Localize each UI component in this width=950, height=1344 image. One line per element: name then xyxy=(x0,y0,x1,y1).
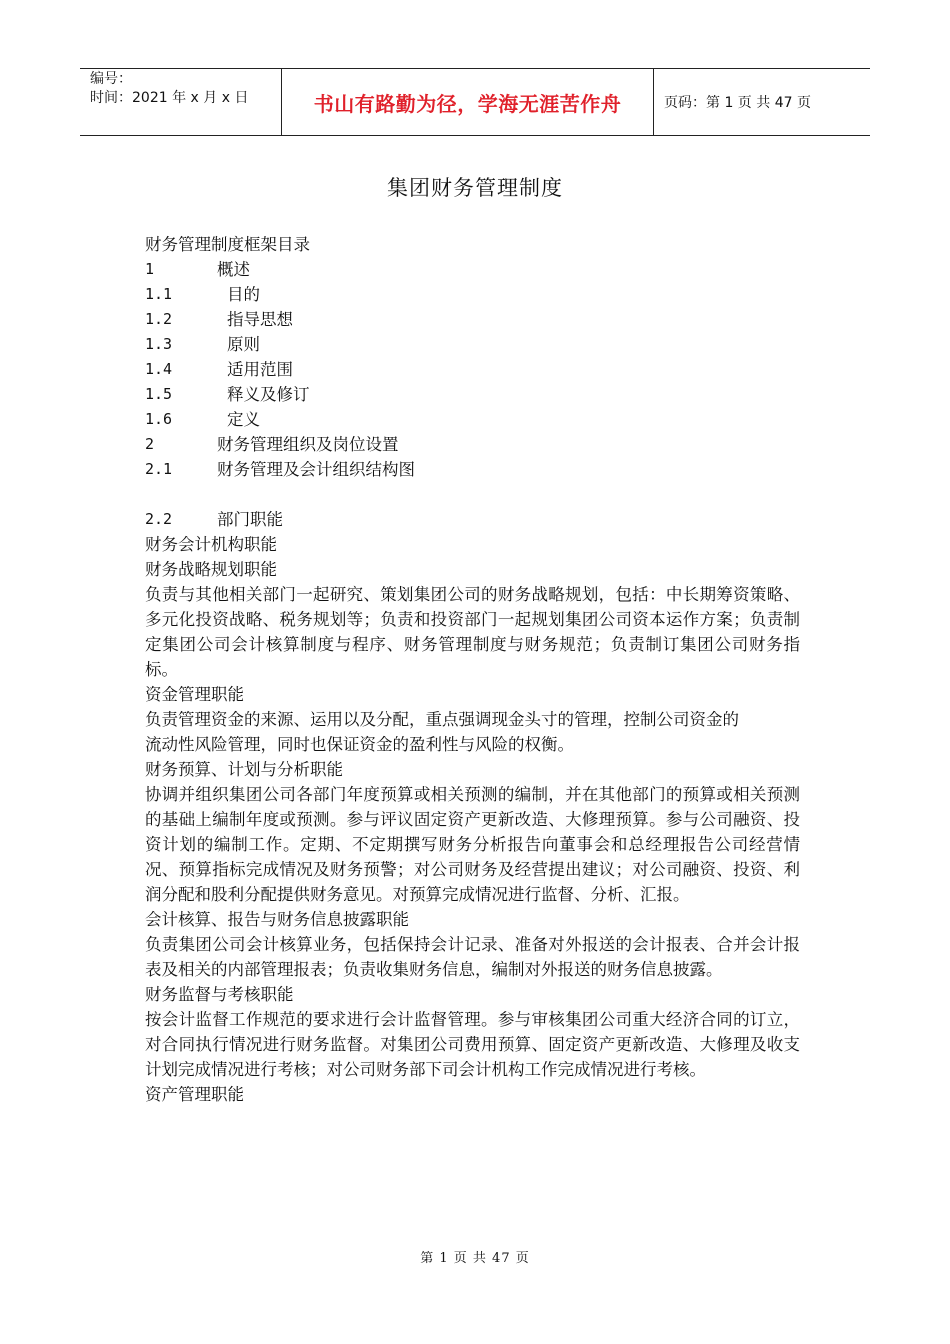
toc-num: 1.5 xyxy=(145,385,173,403)
toc-item xyxy=(145,407,800,432)
section-heading: 财务监督与考核职能 xyxy=(145,985,294,1004)
document-title: 集团财务管理制度 xyxy=(387,176,563,200)
toc-num: 2.1 xyxy=(145,460,173,478)
toc-item xyxy=(145,382,800,407)
toc-item xyxy=(145,507,800,532)
paragraph: 负责管理资金的来源、运用以及分配，重点强调现金头寸的管理，控制公司资金的 xyxy=(145,710,739,729)
number-label: 编号： xyxy=(90,71,132,87)
toc-num: 1.6 xyxy=(145,410,173,428)
paragraph: 流动性风险管理，同时也保证资金的盈利性与风险的权衡。 xyxy=(145,735,574,754)
time-label: 时间：2021 年 x 月 x 日 xyxy=(90,90,249,106)
toc-text: 指导思想 xyxy=(227,310,293,329)
section-heading: 财务会计机构职能 xyxy=(145,535,277,554)
toc-item xyxy=(145,357,800,382)
toc-num: 2 xyxy=(145,435,155,453)
toc-num: 2.2 xyxy=(145,510,173,528)
toc-item xyxy=(145,257,800,282)
toc-num: 1.3 xyxy=(145,335,173,353)
paragraph: 负责集团公司会计核算业务，包括保持会计记录、准备对外报送的会计报表、合并会计报表及相关的内部管理报表；负责收集财务信息，编制对外报送的财务信息披露。 xyxy=(145,935,800,979)
toc-text: 适用范围 xyxy=(227,360,293,379)
toc-text: 释义及修订 xyxy=(227,385,310,404)
toc-text: 目的 xyxy=(227,285,260,304)
toc-item xyxy=(145,332,800,357)
header-left-cell xyxy=(80,69,282,135)
section-heading: 财务战略规划职能 xyxy=(145,560,277,579)
toc-text: 财务管理组织及岗位设置 xyxy=(217,435,399,454)
toc-text: 原则 xyxy=(227,335,260,354)
section-heading: 资产管理职能 xyxy=(145,1085,244,1104)
toc-item xyxy=(145,282,800,307)
section-heading: 财务预算、计划与分析职能 xyxy=(145,760,343,779)
toc-item xyxy=(145,457,800,482)
page-footer: 第 1 页 共 47 页 xyxy=(420,1251,530,1266)
header-page-cell xyxy=(654,69,870,135)
page-info: 页码：第 1 页 共 47 页 xyxy=(664,95,811,111)
toc-num: 1.2 xyxy=(145,310,173,328)
toc-num: 1.1 xyxy=(145,285,173,303)
toc-text: 概述 xyxy=(217,260,250,279)
toc-num: 1.4 xyxy=(145,360,173,378)
toc-heading: 财务管理制度框架目录 xyxy=(145,235,310,254)
toc-item xyxy=(145,432,800,457)
toc-text: 定义 xyxy=(227,410,260,429)
header-motto-cell xyxy=(282,69,654,135)
toc-item xyxy=(145,307,800,332)
toc-text: 部门职能 xyxy=(217,510,283,529)
paragraph: 负责与其他相关部门一起研究、策划集团公司的财务战略规划，包括：中长期筹资策略、多元化投资战略、税务规划等；负责和投资部门一起规划集团公司资本运作方案；负责制定集团公司会计核算制度与程序、财务管理制度与财务规范；负责制订集团公司财务指标。 xyxy=(145,585,800,679)
section-heading: 会计核算、报告与财务信息披露职能 xyxy=(145,910,409,929)
paragraph: 协调并组织集团公司各部门年度预算或相关预测的编制，并在其他部门的预算或相关预测的基础上编制年度或预测。参与评议固定资产更新改造、大修理预算。参与公司融资、投资计划的编制工作。定期、不定期撰写财务分析报告向董事会和总经理报告公司经营情况、预算指标完成情况及财务预警；对公司财务及经营提出建议；对公司融资、投资、利润分配和股利分配提供财务意见。对预算完成情况进行监督、分析、汇报。 xyxy=(145,785,800,904)
toc-num: 1 xyxy=(145,260,155,278)
spacer xyxy=(145,482,800,507)
toc-text: 财务管理及会计组织结构图 xyxy=(217,460,415,479)
document-body xyxy=(145,232,800,1107)
motto: 书山有路勤为径，学海无涯苦作舟 xyxy=(313,91,622,116)
header-table xyxy=(80,68,870,136)
paragraph: 按会计监督工作规范的要求进行会计监督管理。参与审核集团公司重大经济合同的订立，对合同执行情况进行财务监督。对集团公司费用预算、固定资产更新改造、大修理及收支计划完成情况进行考核；对公司财务部下司会计机构工作完成情况进行考核。 xyxy=(145,1010,800,1079)
section-heading: 资金管理职能 xyxy=(145,685,244,704)
